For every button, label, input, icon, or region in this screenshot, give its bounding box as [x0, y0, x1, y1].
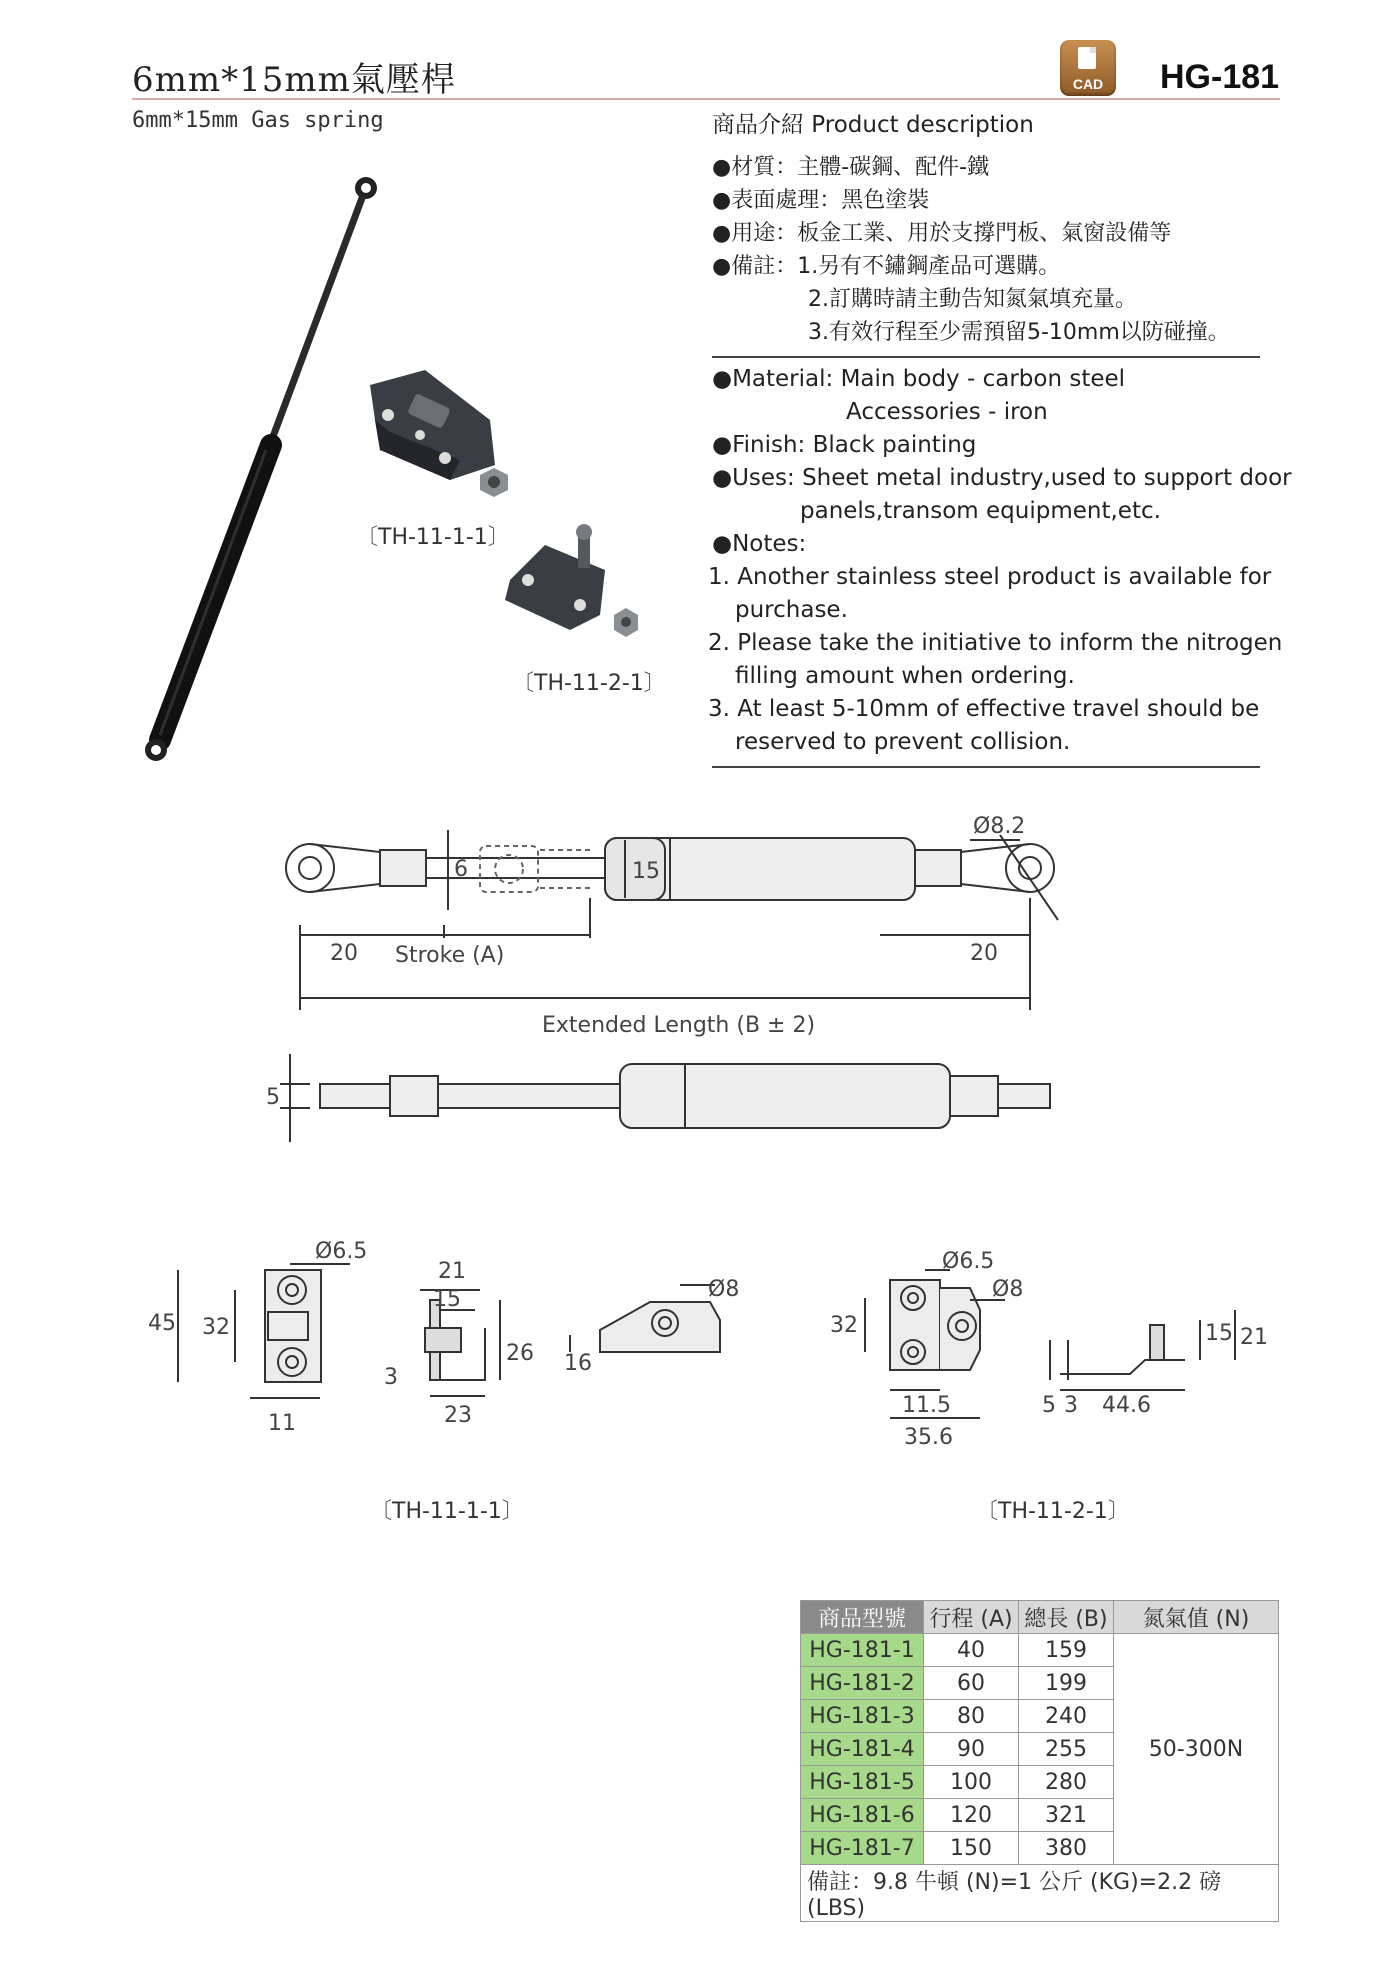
desc-en-uses-cont: panels,transom equipment,etc.	[800, 498, 1161, 524]
dim-b2-d1: 5	[1042, 1393, 1056, 1418]
dim-b1-hole: Ø6.5	[315, 1240, 368, 1264]
desc-en-material: ●Material: Main body - carbon steel	[712, 366, 1126, 392]
bracket-1-drawing-label: 〔TH-11-1-1〕	[370, 1499, 524, 1524]
dim-b1-hole-spacing: 32	[202, 1315, 230, 1340]
cell-stroke: 90	[924, 1733, 1019, 1766]
desc-en-notes: ●Notes:	[712, 531, 807, 557]
dim-tip-diameter: Ø8.2	[973, 814, 1026, 839]
cell-model: HG-181-5	[801, 1766, 924, 1799]
dim-b1-thickness: 3	[384, 1365, 398, 1390]
desc-en-note-2: 2. Please take the initiative to inform the nitrogen	[708, 630, 1283, 656]
cell-force: 50-300N	[1114, 1634, 1279, 1865]
desc-cn-note-1: ●備註：1.另有不鏽鋼產品可選購。	[712, 254, 1061, 279]
dim-b2-small-width: 11.5	[902, 1393, 951, 1418]
col-length: 總長 (B)	[1019, 1601, 1114, 1634]
bracket-2-drawing-label: 〔TH-11-2-1〕	[976, 1499, 1130, 1524]
cell-model: HG-181-7	[801, 1832, 924, 1865]
cell-stroke: 100	[924, 1766, 1019, 1799]
cell-model: HG-181-2	[801, 1667, 924, 1700]
page-title: 6mm*15mm氣壓桿	[132, 60, 456, 100]
bracket-1-drawing	[140, 1240, 760, 1470]
bracket-2-label: 〔TH-11-2-1〕	[512, 671, 666, 696]
desc-en-uses: ●Uses: Sheet metal industry,used to support door	[712, 465, 1292, 491]
desc-en-accessories: Accessories - iron	[846, 399, 1048, 425]
desc-cn-finish: ●表面處理：黑色塗裝	[712, 188, 930, 213]
cell-length: 159	[1019, 1634, 1114, 1667]
cad-badge-label: CAD	[1072, 76, 1104, 92]
dim-b1-bottom-width: 23	[444, 1403, 472, 1428]
dim-b1-base-width: 11	[268, 1411, 296, 1436]
cell-length: 240	[1019, 1700, 1114, 1733]
dim-b2-hole: Ø6.5	[942, 1249, 995, 1274]
col-model: 商品型號	[801, 1601, 924, 1634]
bracket-1-label: 〔TH-11-1-1〕	[356, 525, 510, 550]
col-force: 氮氣值 (N)	[1114, 1601, 1279, 1634]
cell-length: 321	[1019, 1799, 1114, 1832]
dim-b1-top-width: 21	[438, 1259, 466, 1284]
desc-en-note-3: 3. At least 5-10mm of effective travel should be	[708, 696, 1260, 722]
dim-rod-diameter: 6	[454, 857, 468, 882]
page-subtitle: 6mm*15mm Gas spring	[132, 108, 384, 133]
cell-stroke: 40	[924, 1634, 1019, 1667]
bracket-1-image	[370, 370, 508, 497]
cell-length: 280	[1019, 1766, 1114, 1799]
desc-cn-material: ●材質：主體-碳鋼、配件-鐵	[712, 155, 990, 180]
gas-spring-image	[145, 177, 377, 761]
bracket-2-image	[505, 524, 638, 637]
desc-cn-note-2: 2.訂購時請主動告知氮氣填充量。	[808, 287, 1137, 312]
dim-tube-diameter: 15	[632, 859, 660, 884]
bracket-2-drawing	[820, 1240, 1280, 1490]
cell-stroke: 60	[924, 1667, 1019, 1700]
table-row	[801, 1634, 1279, 1667]
desc-divider-bottom	[712, 766, 1260, 768]
table-note: 備註：9.8 牛頓 (N)=1 公斤 (KG)=2.2 磅 (LBS)	[801, 1865, 1279, 1922]
desc-en-note-2-cont: filling amount when ordering.	[735, 663, 1075, 689]
gas-spring-side-view	[250, 1050, 1080, 1150]
cell-model: HG-181-3	[801, 1700, 924, 1733]
desc-cn-note-3: 3.有效行程至少需預留5-10mm以防碰撞。	[808, 320, 1230, 345]
dim-b2-length: 44.6	[1102, 1393, 1151, 1418]
cell-stroke: 80	[924, 1700, 1019, 1733]
cell-length: 255	[1019, 1733, 1114, 1766]
dim-b1-total-height: 45	[148, 1311, 176, 1336]
cell-stroke: 150	[924, 1832, 1019, 1865]
desc-cn-uses: ●用途：板金工業、用於支撐門板、氣窗設備等	[712, 221, 1172, 246]
dim-b2-h2: 21	[1240, 1325, 1268, 1350]
desc-en-note-1-cont: purchase.	[735, 597, 848, 623]
dim-b1-side-height: 16	[564, 1351, 592, 1376]
dim-left-end: 20	[330, 941, 358, 966]
dim-right-end: 20	[970, 941, 998, 966]
dim-b1-inner-width: 15	[433, 1287, 461, 1312]
dim-extended-length: Extended Length (B ± 2)	[542, 1013, 816, 1038]
desc-en-finish: ●Finish: Black painting	[712, 432, 977, 458]
model-code: HG-181	[1160, 58, 1280, 96]
spec-table	[800, 1600, 1279, 1922]
cell-model: HG-181-1	[801, 1634, 924, 1667]
dim-b2-d2: 3	[1064, 1393, 1078, 1418]
cell-model: HG-181-4	[801, 1733, 924, 1766]
cell-stroke: 120	[924, 1799, 1019, 1832]
description-heading: 商品介紹 Product description	[712, 112, 1034, 138]
cell-length: 380	[1019, 1832, 1114, 1865]
dim-b2-stud: Ø8	[992, 1277, 1024, 1302]
desc-en-note-1: 1. Another stainless steel product is available for	[708, 564, 1272, 590]
cell-length: 199	[1019, 1667, 1114, 1700]
dim-b1-height: 26	[506, 1341, 534, 1366]
dim-stroke: Stroke (A)	[395, 943, 505, 968]
col-stroke: 行程 (A)	[924, 1601, 1019, 1634]
cell-model: HG-181-6	[801, 1799, 924, 1832]
desc-divider	[712, 356, 1260, 358]
table-header-row	[801, 1601, 1279, 1634]
desc-en-note-3-cont: reserved to prevent collision.	[735, 729, 1071, 755]
dim-side: 5	[266, 1085, 280, 1110]
dim-b2-hole-spacing: 32	[830, 1313, 858, 1338]
dim-b2-h1: 15	[1205, 1321, 1233, 1346]
document-icon	[1078, 47, 1096, 69]
header-divider	[132, 98, 1280, 100]
cad-download-button[interactable]	[1060, 40, 1116, 96]
table-note-row	[801, 1865, 1279, 1922]
dim-b1-stud: Ø8	[708, 1277, 740, 1302]
dim-b2-total-width: 35.6	[904, 1425, 953, 1450]
